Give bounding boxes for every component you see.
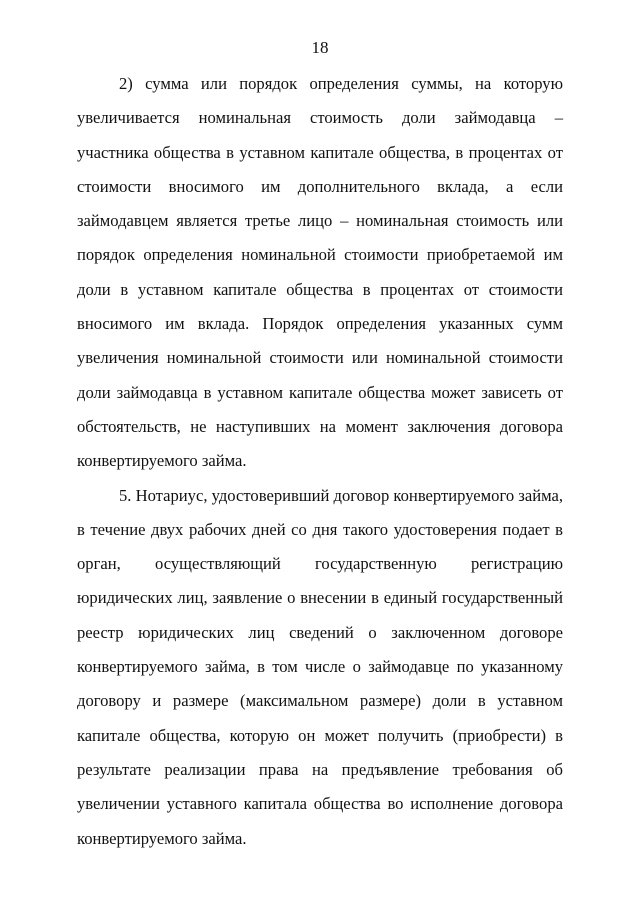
- page-number: 18: [311, 38, 329, 57]
- paragraph-item-2: 2) сумма или порядок определения суммы, на которую увеличивается номинальная стоимость доли займодавца – участника общества в уставном капитале общества, в процентах от стоимости вносимого им дополнительного вклада, а если займодавцем является третье лицо – номинальная стоимость или порядок определения номинальной стоимости приобретаемой им доли в уставном капитале общества в процентах от стоимости вносимого им вклада. Порядок определения указанных сумм увеличения номинальной стоимости или номинальной стоимости доли займодавца в уставном капитале общества может зависеть от обстоятельств, не наступивших на момент заключения договора конвертируемого займа.: [77, 74, 563, 471]
- document-body: [77, 67, 563, 856]
- paragraph-clause-5: 5. Нотариус, удостоверивший договор конвертируемого займа, в течение двух рабочих дней со дня такого удостоверения подает в орган, осуществляющий государственную регистрацию юридических лиц, заявление о внесении в единый государственный реестр юридических лиц сведений о заключенном договоре конвертируемого займа, в том числе о займодавце по указанному договору и размере (максимальном размере) доли в уставном капитале общества, которую он может получить (приобрести) в результате реализации права на предъявление требования об увеличении уставного капитала общества во исполнение договора конвертируемого займа.: [77, 485, 563, 848]
